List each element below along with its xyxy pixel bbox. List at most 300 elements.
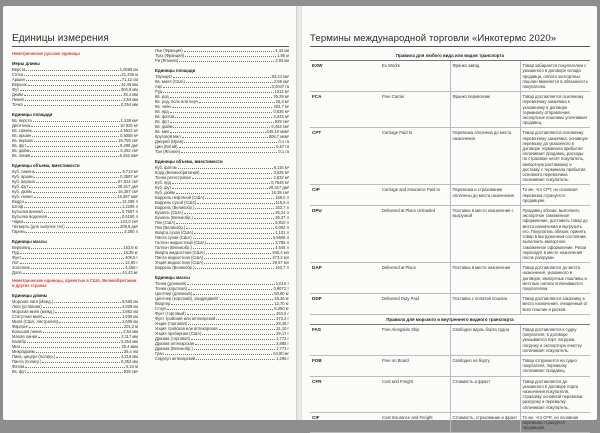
unit-row <box>155 356 289 361</box>
unit-value: 2,59 км² <box>273 79 289 84</box>
incoterm-row <box>310 263 590 294</box>
unit-name: Кв. миля (США) <box>155 79 185 84</box>
unit-name: Калибр <box>12 339 26 344</box>
unit-name: Кв. фатом <box>155 114 175 119</box>
unit-name: Гран <box>155 351 164 356</box>
unit-name: Пек (Великобр.) <box>155 225 186 230</box>
unit-value: 25,4 мм <box>123 92 138 97</box>
unit-name: Фунт тройский или аптекарский <box>155 316 216 321</box>
dot-leader <box>193 237 272 239</box>
unit-name: Четверть (для сыпучих тел) <box>12 224 65 229</box>
dot-leader <box>216 318 275 320</box>
unit-value: 123,0 см³ <box>120 219 138 224</box>
term-code: DDP <box>310 294 380 315</box>
unit-name: Центнер (короткий), хандредвейт <box>155 296 219 301</box>
unit-name: Лье (Франция) <box>155 48 183 53</box>
unit-value: 1,016 т <box>275 281 289 286</box>
term-russian: Стоимость, страхование и фрахт <box>450 412 520 433</box>
units-column-1 <box>12 48 138 374</box>
dot-leader <box>21 346 120 348</box>
incoterm-row <box>310 412 590 433</box>
unit-value: 159,0 л <box>275 195 289 200</box>
unit-name: Ри (Япония) <box>155 58 179 63</box>
unit-value: 1012 м² <box>274 89 289 94</box>
unit-value: 0,7687 л <box>121 209 138 214</box>
dot-leader <box>184 212 274 214</box>
dot-leader <box>181 151 278 153</box>
unit-value: 28,317 дм³ <box>117 184 138 189</box>
term-russian: Франко завод <box>450 61 520 92</box>
unit-name: Кв. род <box>155 94 169 99</box>
unit-value: 0,1 га <box>278 139 289 144</box>
unit-value: 163,7 л <box>275 265 289 270</box>
dot-leader <box>34 196 117 198</box>
unit-value: 1,772 г <box>276 346 289 351</box>
term-russian: Поставка с оплатой пошлин <box>450 294 520 315</box>
unit-value: 6,67 га <box>276 144 289 149</box>
dot-leader <box>204 257 271 259</box>
dot-leader <box>197 202 274 204</box>
unit-value: 2,54 мм <box>123 97 138 102</box>
dot-leader <box>199 101 275 103</box>
unit-value: 28,35 г <box>276 321 289 326</box>
unit-name: Куб. дюйм <box>155 190 175 195</box>
unit-name: Гарнец <box>12 229 26 234</box>
unit-value: 1,772 г <box>276 336 289 341</box>
unit-name: Штоф <box>12 204 24 209</box>
dot-leader <box>24 104 120 106</box>
term-code: EXW <box>310 61 380 92</box>
unit-value: 16,387 см³ <box>118 189 138 194</box>
term-english: Free on Board <box>380 355 450 376</box>
unit-row <box>12 102 138 107</box>
term-code: FOB <box>310 355 380 376</box>
unit-name: Тонна (длинная) <box>155 281 187 286</box>
unit-value: 645,16 мкм² <box>266 129 289 134</box>
dot-leader <box>55 311 121 313</box>
dot-leader <box>196 358 275 360</box>
unit-name: Руд <box>155 89 163 94</box>
incoterm-row <box>310 376 590 412</box>
section-title: Правила для любого вида или видов транспорта <box>310 51 590 61</box>
dot-leader <box>28 84 120 86</box>
dot-leader <box>195 267 274 269</box>
unit-name: Баррель (Великобр.) <box>155 205 195 210</box>
dot-leader <box>20 262 124 264</box>
dot-leader <box>195 343 275 345</box>
dot-leader <box>26 231 123 233</box>
incoterm-row <box>310 355 590 376</box>
section-heading: Единицы объема, вместимости <box>12 163 80 168</box>
unit-value: 25,3 м² <box>275 99 289 104</box>
unit-value: 29,57 мл <box>272 260 289 265</box>
incoterm-row <box>310 61 590 92</box>
dot-leader <box>36 181 117 183</box>
dot-leader <box>31 155 118 157</box>
term-english: Delivered at Place Unloaded <box>380 206 450 263</box>
dot-leader <box>219 328 276 330</box>
unit-value: 473,2 мл <box>272 255 289 260</box>
unit-name: Лига (уставная) <box>12 304 42 309</box>
dot-leader <box>31 247 122 249</box>
dot-leader <box>66 226 119 228</box>
unit-value: 9,290 дм² <box>120 143 138 148</box>
category-heading: Неметрические единицы, принятые в США, Великобритании и других странах <box>12 278 137 288</box>
dot-leader <box>194 217 274 219</box>
right-page <box>302 6 597 431</box>
incoterm-row <box>310 324 590 355</box>
dot-leader <box>31 267 125 269</box>
unit-value: 209,9 дм³ <box>120 224 138 229</box>
unit-name: Акр <box>155 84 162 89</box>
term-russian: Перевозка оплачена до места назначения <box>450 128 520 185</box>
right-title-rule <box>310 46 590 47</box>
unit-value: 25,29 м² <box>273 94 289 99</box>
unit-name: Драхма (Великобр.) <box>155 346 193 351</box>
dot-leader <box>173 76 271 78</box>
term-description: Товар доставляется к судну покупателя, в договоре указывается порт погрузки, погрузку и экспортную очистку оплачивает покупатель. <box>520 324 590 355</box>
section-title: Правила для морского и внутреннего водного транспорта <box>310 314 590 324</box>
dot-leader <box>186 81 273 83</box>
dot-leader <box>27 145 119 147</box>
dot-leader <box>24 206 121 208</box>
unit-name: Фатом <box>12 364 25 369</box>
dot-leader <box>191 338 275 340</box>
dot-leader <box>220 298 274 300</box>
left-page <box>3 6 298 420</box>
unit-value: 201,2 м <box>123 324 138 329</box>
unit-name: Миля (США, Австралия) <box>12 319 59 324</box>
unit-name: Куб. фатом <box>155 165 177 170</box>
dot-leader <box>192 177 273 179</box>
unit-value: 6,350 кг <box>274 306 289 311</box>
unit-value: 8,810 л <box>275 220 289 225</box>
dot-leader <box>172 106 273 108</box>
unit-name: Берковец <box>12 245 31 250</box>
unit-name: Кв. сажень <box>12 128 33 133</box>
unit-name: Пинта жидкостная (США) <box>155 255 204 260</box>
unit-name: Фарлонг <box>12 324 28 329</box>
dot-leader <box>204 262 271 264</box>
section-heading: Единицы длины <box>12 293 48 298</box>
unit-name: Куб. дюйм <box>12 189 32 194</box>
dot-leader <box>206 252 272 254</box>
unit-value: 50,80 кг <box>274 291 289 296</box>
unit-value: 0,254 мм <box>120 339 138 344</box>
unit-name: Ведро <box>12 199 24 204</box>
unit-value: 0,7646 м³ <box>271 180 289 185</box>
unit-name: Дюйм <box>12 92 23 97</box>
unit-value: 21,336 м <box>121 72 138 77</box>
unit-name: Аршин <box>12 77 25 82</box>
unit-name: Пика, цицеро (полигр.) <box>12 354 56 359</box>
unit-value: 31,10 г <box>276 326 289 331</box>
dot-leader <box>30 150 119 152</box>
unit-name: Туаз (Франция) <box>155 53 185 58</box>
term-description: То же, что CPT, но основная перевозка страхуется продавцом. <box>520 185 590 206</box>
dot-leader <box>36 171 122 173</box>
unit-name: Точка <box>12 102 23 107</box>
unit-value: 3,343 м² <box>273 114 289 119</box>
unit-value: 1,296 г <box>276 356 289 361</box>
unit-value: 163,7 л <box>275 205 289 210</box>
incoterm-row <box>310 206 590 263</box>
unit-value: 45,36 кг <box>274 296 289 301</box>
unit-row <box>155 149 289 154</box>
dot-leader <box>172 187 267 189</box>
term-russian: Поставка в место назначения с выгрузкой <box>450 206 520 263</box>
unit-value: 0,1 га <box>278 149 289 154</box>
dot-leader <box>43 316 121 318</box>
unit-value: 163,8 кг <box>123 245 138 250</box>
unit-value: 409,5 г <box>125 255 138 260</box>
unit-name: Микродюйм <box>12 349 35 354</box>
unit-value: 1,609 км <box>122 314 138 319</box>
table-section-header <box>310 51 590 61</box>
dot-leader <box>43 331 123 333</box>
unit-value: 1,0668 км <box>119 67 138 72</box>
unit-name: Куб. фут <box>155 185 172 190</box>
unit-value: 0,3597 м³ <box>120 174 138 179</box>
term-english: Ex Works <box>380 61 450 92</box>
unit-row <box>155 265 289 270</box>
unit-name: Драхма аптекарская <box>155 341 195 346</box>
unit-value: 4,546 л <box>275 245 289 250</box>
dot-leader <box>170 121 274 123</box>
unit-name: Пинта (полигр.) <box>12 359 42 364</box>
unit-name: Скрупул аптекарский <box>155 356 196 361</box>
term-description: Товар доставляется до указанного в договоре порта назначения покупателя, страховку основной перевозки, разгрузку и перевалку оплачивает покупатель. <box>520 376 590 412</box>
unit-name: Фунт (торговый) <box>155 311 186 316</box>
dot-leader <box>163 91 274 93</box>
dot-leader <box>179 60 274 62</box>
unit-row <box>155 58 289 63</box>
unit-value: 9,092 л <box>275 225 289 230</box>
unit-row <box>12 369 138 374</box>
unit-value: 6,452 мм² <box>119 153 138 158</box>
dot-leader <box>170 96 273 98</box>
left-title-rule <box>12 46 289 47</box>
term-english: Delivered Duty Paid <box>380 294 450 315</box>
dot-leader <box>187 283 275 285</box>
unit-name: Сотка <box>12 72 24 77</box>
unit-row <box>12 270 138 275</box>
term-english: Cost and Freight <box>380 376 450 412</box>
unit-name: Бушель (США) <box>155 210 183 215</box>
dot-leader <box>31 125 119 127</box>
unit-value: 453,6 г <box>276 311 289 316</box>
unit-value: 12,299 л <box>121 199 138 204</box>
term-russian: Франко перевозчик <box>450 92 520 128</box>
term-code: CIF <box>310 412 380 433</box>
unit-name: Джериб (Иран) <box>155 139 184 144</box>
term-english: Carriage Paid to <box>380 128 450 185</box>
unit-name: Цин (Китай) <box>155 144 178 149</box>
dot-leader <box>26 79 121 81</box>
unit-name: Кв. аршин <box>12 133 32 138</box>
unit-value: 44,45 мм <box>120 82 138 87</box>
unit-row <box>12 229 138 234</box>
dot-leader <box>26 69 118 71</box>
units-column-2 <box>155 48 289 361</box>
dot-leader <box>170 111 273 113</box>
dot-leader <box>194 348 275 350</box>
unit-name: Унция жидкостная (США) <box>155 260 204 265</box>
dot-leader <box>172 182 270 184</box>
dot-leader <box>163 86 271 88</box>
term-russian: Перевозка и страхование оплачены до места назначения <box>450 185 520 206</box>
unit-value: 3,625 м³ <box>273 170 289 175</box>
unit-value: 16,387 мм³ <box>117 194 138 199</box>
unit-name: Лот <box>12 260 19 265</box>
unit-value: 44,43 мг <box>122 270 138 275</box>
dot-leader <box>184 141 277 143</box>
incoterm-row <box>310 185 590 206</box>
section-heading: Единицы объема, вместимости <box>155 159 223 164</box>
unit-value: 0,6150 л <box>121 214 138 219</box>
unit-name: Большая линия <box>12 329 42 334</box>
unit-name: Фут <box>12 87 20 92</box>
unit-name: Кв. род, поль или перч <box>155 99 198 104</box>
unit-name: Кв. дюйм <box>12 148 30 153</box>
unit-value: 3,888 г <box>276 341 289 346</box>
unit-name: Десятина <box>12 123 31 128</box>
dot-leader <box>195 207 274 209</box>
unit-name: Куб. вершок <box>12 179 36 184</box>
unit-value: 87,824 см³ <box>118 179 138 184</box>
dot-leader <box>29 186 116 188</box>
unit-value: 25,4 мкм <box>121 344 138 349</box>
dot-leader <box>176 192 271 194</box>
unit-value: 0,836 м² <box>273 109 289 114</box>
dot-leader <box>201 172 273 174</box>
dot-leader <box>27 371 123 373</box>
unit-name: Морская миля (межд.) <box>12 309 55 314</box>
unit-value: 71,12 см <box>121 77 138 82</box>
dot-leader <box>36 351 123 353</box>
unit-name: Мил <box>12 344 21 349</box>
unit-value: 0,4047 га <box>271 84 289 89</box>
unit-value: 29,17 г <box>276 331 289 336</box>
unit-name: Корд (Великобритания) <box>155 170 200 175</box>
unit-value: 506,7 мкм² <box>268 134 289 139</box>
dot-leader <box>38 336 120 338</box>
unit-value: 4,828 км <box>122 304 138 309</box>
dot-leader <box>24 94 122 96</box>
unit-name: Верста <box>12 67 26 72</box>
unit-name: Кв. фут <box>12 143 27 148</box>
unit-name: Куб. аршин <box>12 174 34 179</box>
unit-value: 64,80 мг <box>273 351 289 356</box>
dot-leader <box>20 252 122 254</box>
term-russian: Свободно вдоль борта судна <box>450 324 520 355</box>
term-code: DPU <box>310 206 380 263</box>
unit-value: 304,8 мм <box>120 87 138 92</box>
unit-name: Доля <box>12 270 22 275</box>
dot-leader <box>186 227 274 229</box>
unit-name: Баррель (Великобр.) <box>155 265 195 270</box>
unit-name: Бутылка водочная <box>12 214 47 219</box>
unit-value: 12,80 г <box>125 260 138 265</box>
term-russian: Стоимость и фрахт <box>450 376 520 412</box>
unit-name: Баррель сухой (США) <box>155 200 197 205</box>
right-page-title: Термины международной торговли «Инкотермс 2020» <box>310 33 557 44</box>
unit-value: 4,44 км <box>275 48 289 53</box>
dot-leader <box>56 356 120 358</box>
dot-leader <box>179 146 276 148</box>
unit-value: 6,24 м <box>126 364 138 369</box>
dot-leader <box>25 201 121 203</box>
unit-name: Таунщип <box>155 74 172 79</box>
dot-leader <box>32 135 119 137</box>
unit-name: Унция пробирная (США) <box>155 331 202 336</box>
dot-leader <box>205 197 274 199</box>
unit-name: Кв. линия <box>12 153 31 158</box>
unit-name: Кварта сухая (США) <box>155 230 194 235</box>
unit-value: 2,117 мм <box>121 334 138 339</box>
incoterm-row <box>310 128 590 185</box>
dot-leader <box>24 74 120 76</box>
unit-name: Тан (Япония) <box>155 149 180 154</box>
term-description: То же, что CFR, но основная перевозка страхуется продавцом. <box>520 412 590 433</box>
dot-leader <box>202 333 275 335</box>
unit-value: 2,832 м³ <box>273 175 289 180</box>
dot-leader <box>48 216 121 218</box>
unit-name: Статутная миля <box>12 314 43 319</box>
unit-name: Золотник <box>12 265 30 270</box>
unit-name: Баррель нефтяной (США) <box>155 195 205 200</box>
unit-name: Кв. верста <box>12 118 32 123</box>
dot-leader <box>178 167 273 169</box>
category-heading: Неметрические русские единицы <box>12 51 80 56</box>
dot-leader <box>43 306 121 308</box>
unit-value: 9,713 м³ <box>122 169 138 174</box>
unit-name: Куб. линия <box>12 194 33 199</box>
unit-value: 3,785 л <box>275 240 289 245</box>
unit-value: 4,266 г <box>125 265 138 270</box>
dot-leader <box>33 191 117 193</box>
unit-name: Бутылка винная <box>12 209 43 214</box>
dot-leader <box>182 136 268 138</box>
dot-leader <box>187 313 276 315</box>
unit-value: 6,116 м³ <box>273 165 289 170</box>
term-english: Free Carrier <box>380 92 450 128</box>
unit-name: Центнер (длинный) <box>155 291 192 296</box>
term-code: CFR <box>310 376 380 412</box>
unit-name: Куб. сажень <box>12 169 35 174</box>
dot-leader <box>29 326 123 328</box>
dot-leader <box>173 126 270 128</box>
unit-name: Тонна регистровая <box>155 175 191 180</box>
dot-leader <box>175 116 272 118</box>
unit-value: 93,24 км² <box>271 74 289 79</box>
unit-name: Фунт <box>12 255 22 260</box>
unit-name: Пек (США) <box>155 220 176 225</box>
term-description: Товар доставляется основному перевозчику заказчика к указанному в договоре терминалу отправления, экспортные пошлины уплачивает продавец. <box>520 92 590 128</box>
dot-leader <box>171 303 273 305</box>
unit-name: Кв. мил <box>155 129 170 134</box>
unit-name: Бушель (Великобр.) <box>155 215 193 220</box>
unit-value: 0,5058 м² <box>120 133 138 138</box>
dot-leader <box>176 222 274 224</box>
term-description: Товар доставляется до места назначения, указанного в договоре, импортные пошлины и местные налоги оплачиваются покупателем. <box>520 263 590 294</box>
incoterm-row <box>310 92 590 128</box>
unit-name: Пинта сухая (США) <box>155 235 192 240</box>
unit-name: Кв. вершок <box>12 138 33 143</box>
unit-name: Стоун <box>155 306 167 311</box>
dot-leader <box>34 176 119 178</box>
dot-leader <box>59 321 121 323</box>
